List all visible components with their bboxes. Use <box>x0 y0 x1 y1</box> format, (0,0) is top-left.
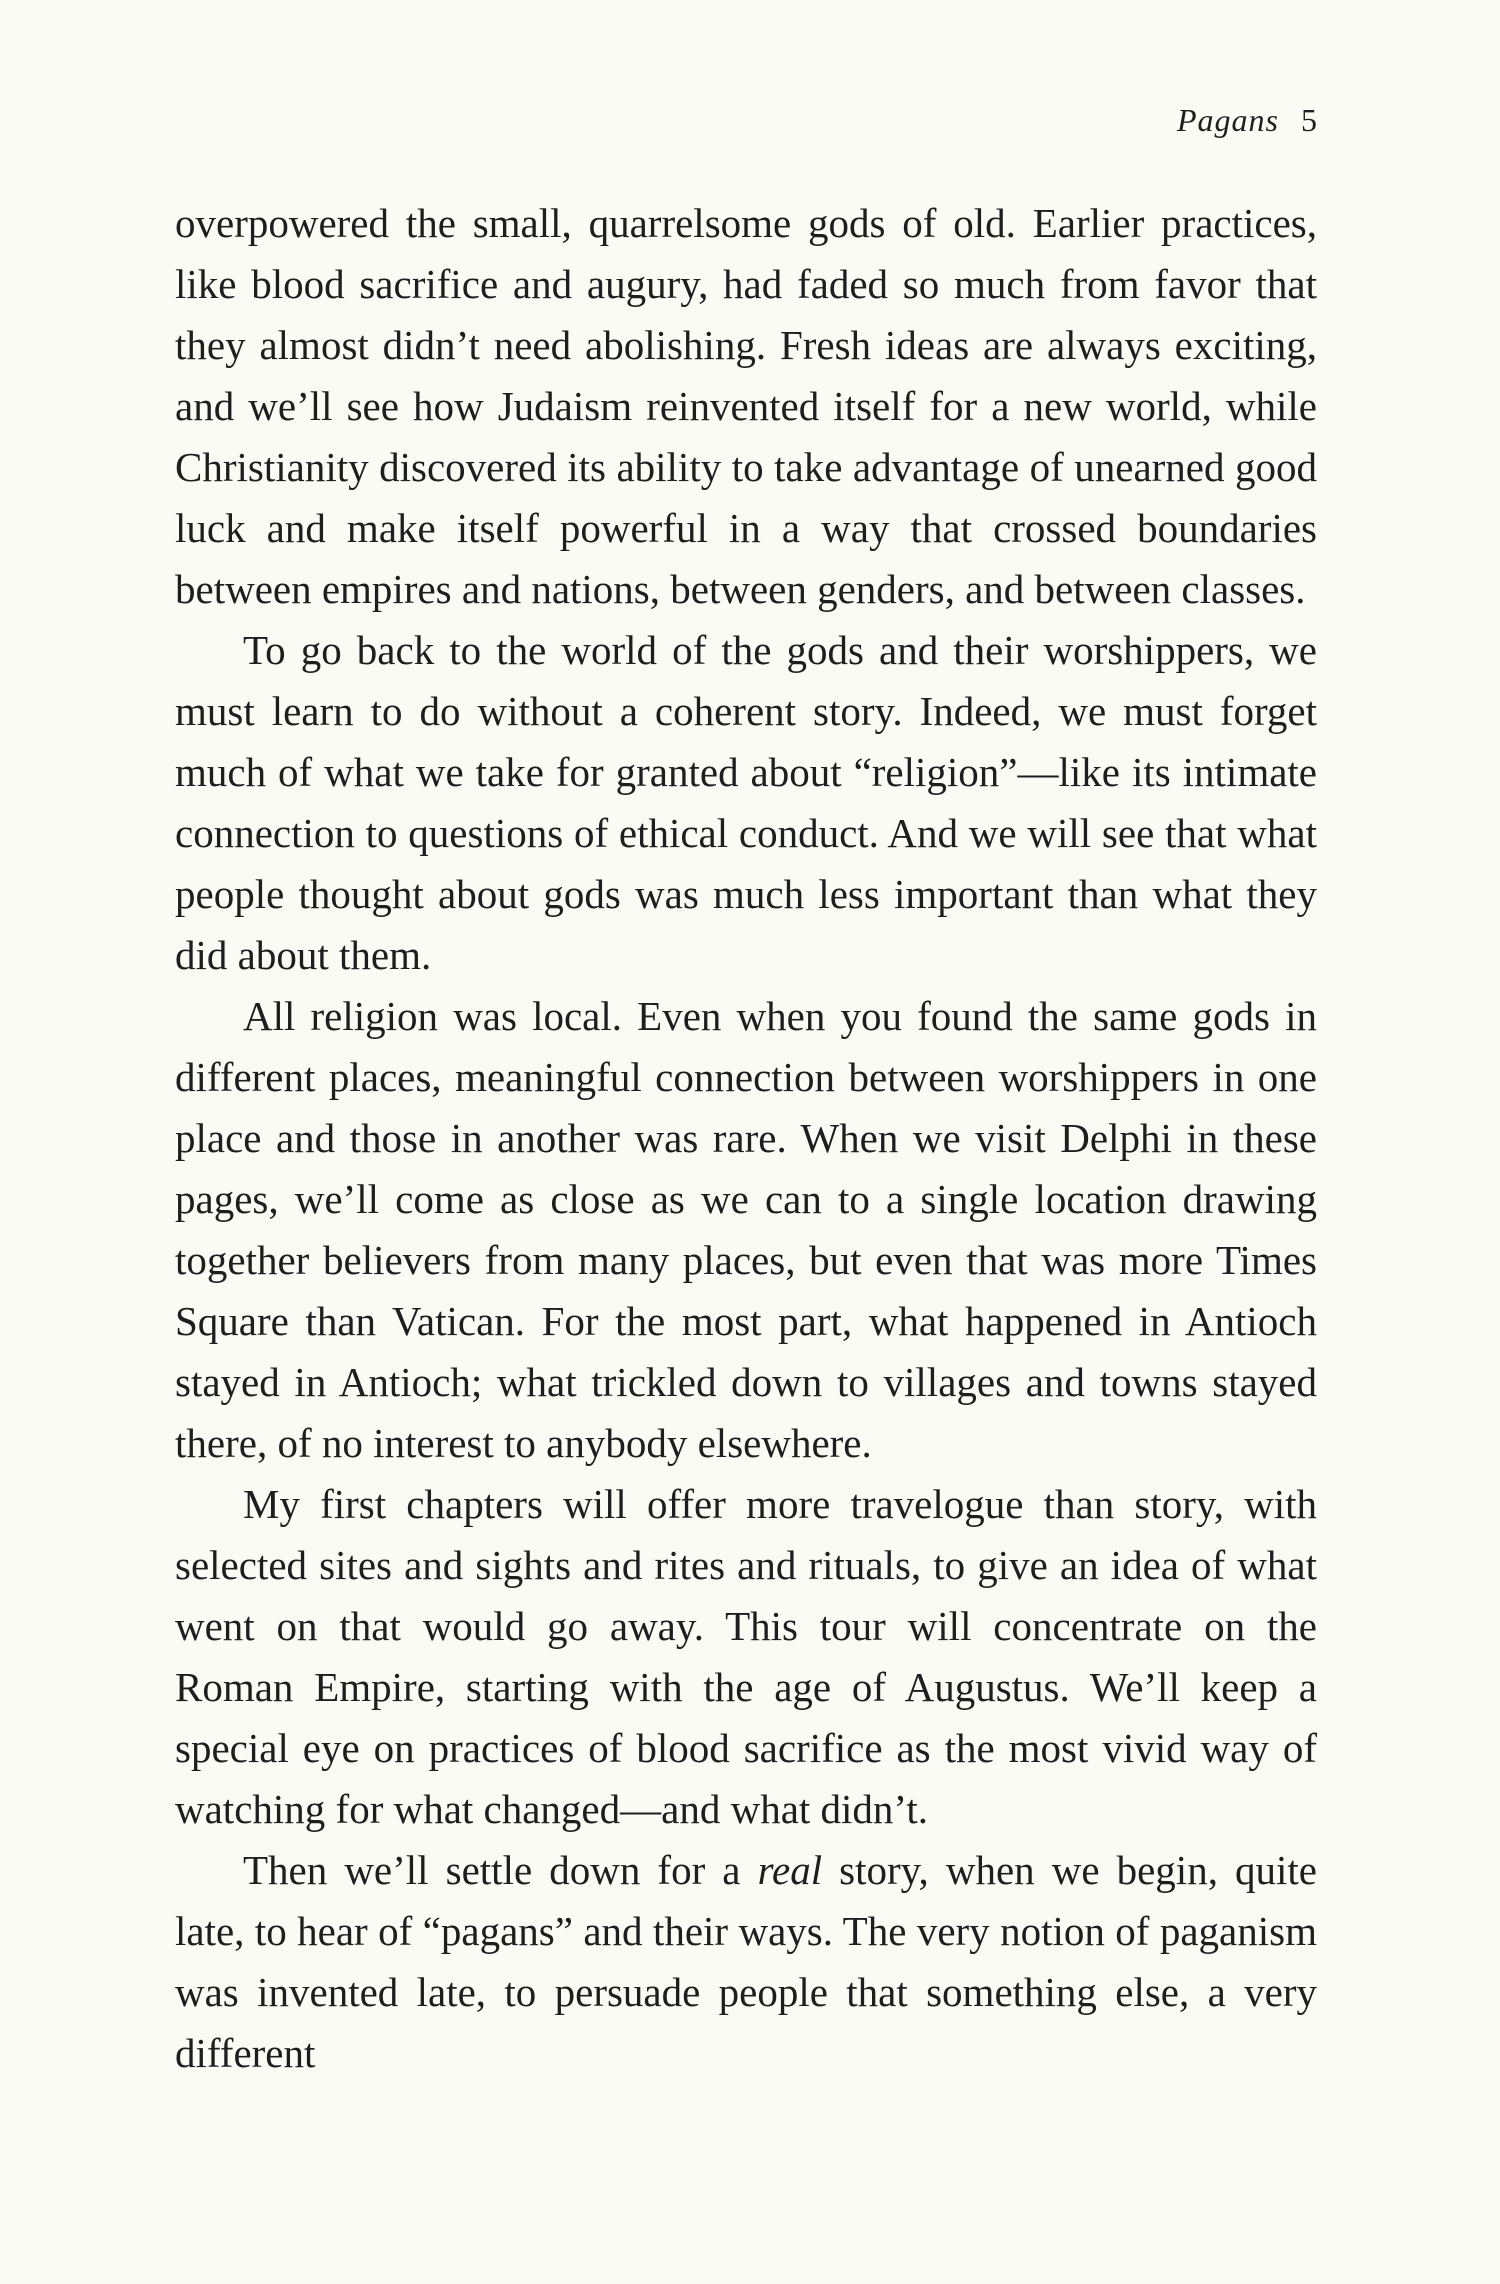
running-head-title: Pagans <box>1177 102 1279 138</box>
paragraph-3: All religion was local. Even when you found the same gods in different places, meaningful connection between worshippers in one place and those in another was rare. When we visit Delphi in these pages, we’ll come as close as we can to a single location drawing together believers from many places, but even that was more Times Square than Vatican. For the most part, what happened in Antioch stayed in Antioch; what trickled down to villages and towns stayed there, of no interest to anybody elsewhere. <box>175 993 1317 1466</box>
paragraph-4: My first chapters will offer more travelogue than story, with selected sites and sights and rites and rituals, to give an idea of what went on that would go away. This tour will concentrate on the Roman Empire, starting with the age of Augustus. We’ll keep a special eye on practices of blood sacrifice as the most vivid way of watching for what changed—and what didn’t. <box>175 1481 1317 1832</box>
paragraph-5-end: story, when we begin, quite late, to hear of “pagans” and their ways. The very notion of paganism was invented late, to persuade people that something else, a very different <box>175 1847 1317 2076</box>
paragraph-1: overpowered the small, quarrelsome gods of old. Earlier practices, like blood sacrifice and augury, had faded so much from favor that they almost didn’t need abolishing. Fresh ideas are always exciting, and we’ll see how Judaism reinvented itself for a new world, while Christianity discovered its ability to take advantage of unearned good luck and make itself powerful in a way that crossed boundaries between empires and nations, between genders, and between classes. <box>175 200 1317 612</box>
body-text <box>175 193 1317 2084</box>
running-head <box>1177 102 1318 139</box>
paragraph-5 <box>175 1840 1317 2084</box>
paragraph-5-start: Then we’ll settle down for a <box>243 1847 758 1893</box>
paragraph-5-emphasis: real <box>757 1847 823 1893</box>
paragraph-2: To go back to the world of the gods and their worshippers, we must learn to do without a coherent story. Indeed, we must forget much of what we take for granted about “religion”—like its intimate connection to questions of ethical conduct. And we will see that what people thought about gods was much less important than what they did about them. <box>175 627 1317 978</box>
page-number: 5 <box>1301 102 1318 138</box>
